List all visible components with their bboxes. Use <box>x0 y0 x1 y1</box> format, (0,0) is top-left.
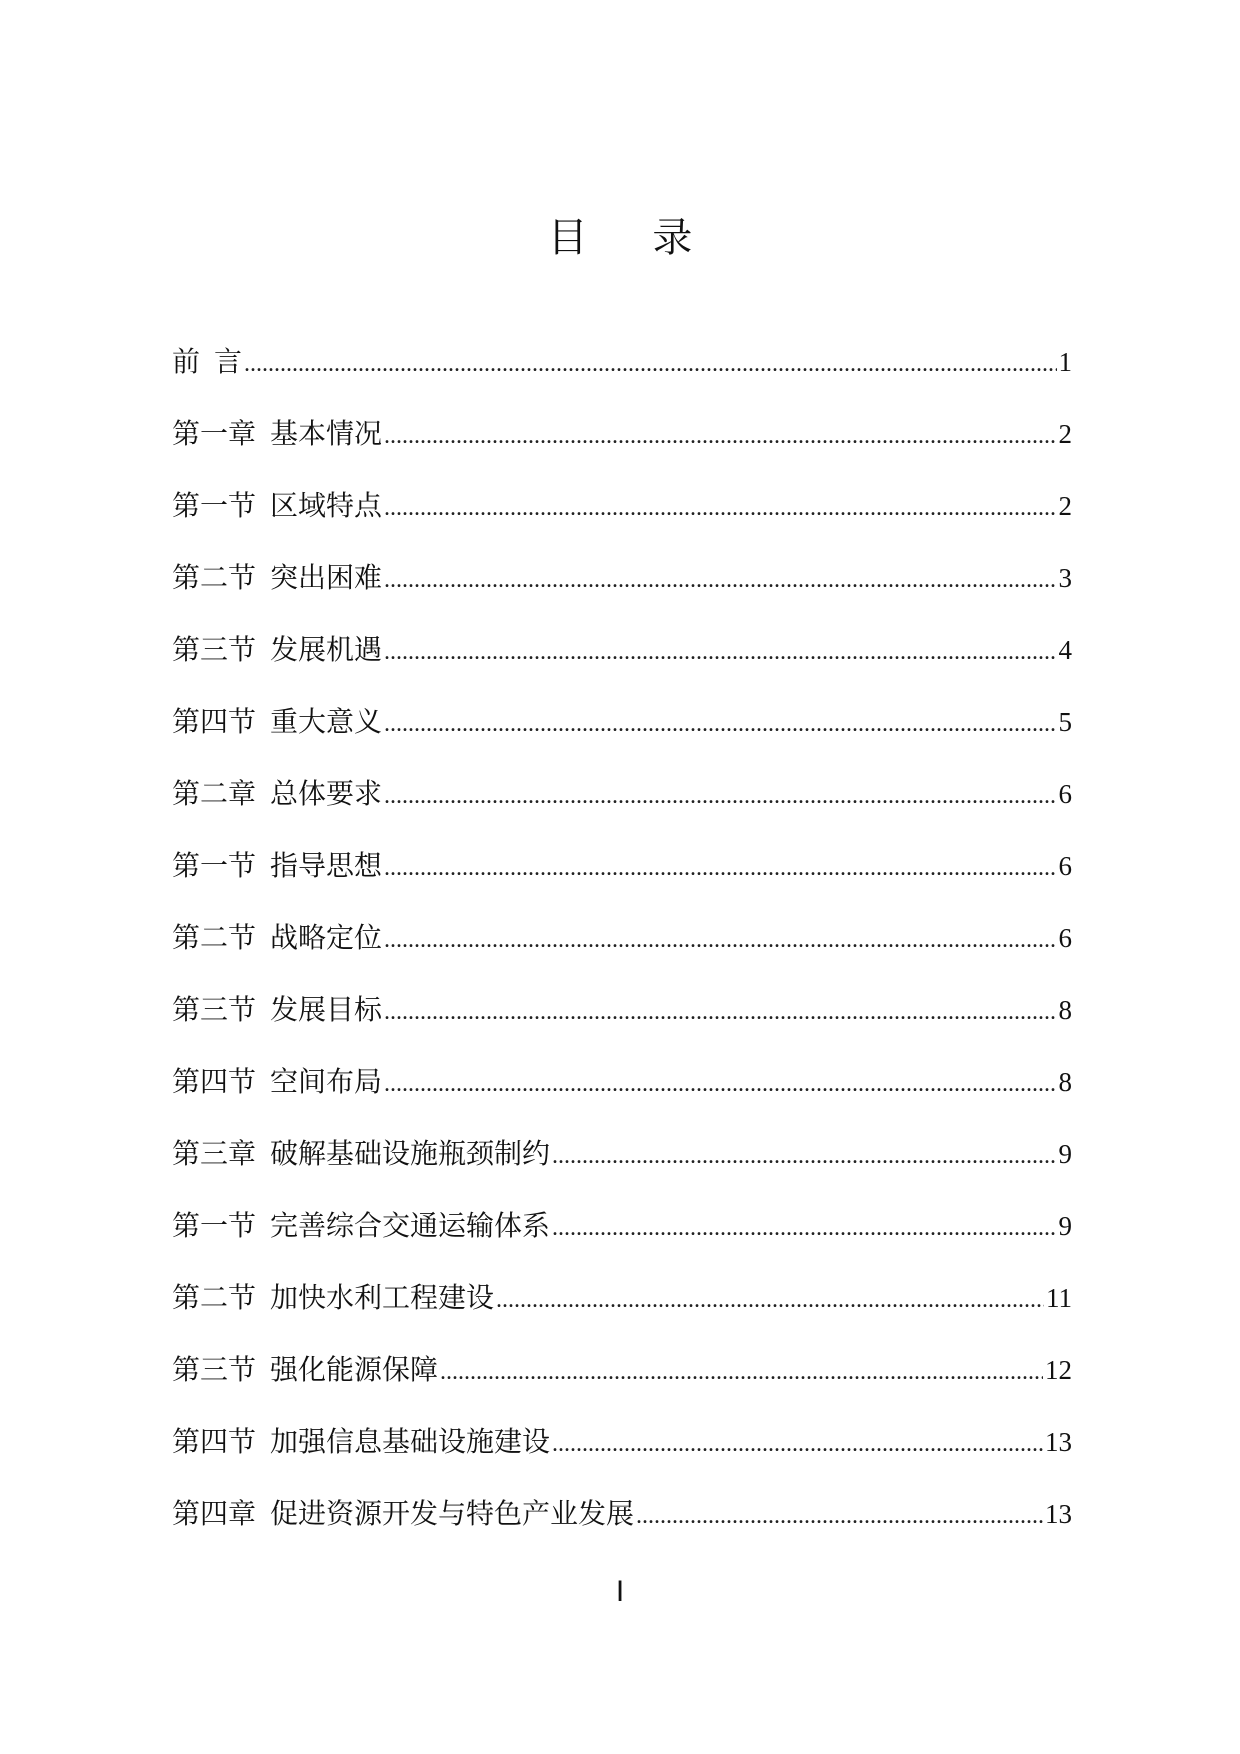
toc-entry-page-number: 4 <box>1058 635 1072 665</box>
toc-entry[interactable] <box>172 702 1072 774</box>
toc-dot-leader <box>384 1064 1056 1104</box>
toc-entry-heading: 破解基础设施瓶颈制约 <box>270 1137 551 1170</box>
toc-entry-heading: 完善综合交通运输体系 <box>270 1209 551 1242</box>
toc-entry-heading: 突出困难 <box>270 561 383 594</box>
toc-entry-heading: 发展目标 <box>270 993 383 1026</box>
toc-entry-page-number: 13 <box>1045 1499 1072 1529</box>
toc-entry-page-number: 9 <box>1058 1211 1072 1241</box>
toc-entry-prefix: 第三节 <box>172 1353 257 1386</box>
toc-entry-prefix: 第一节 <box>172 1209 257 1242</box>
toc-entry[interactable] <box>172 774 1072 846</box>
toc-entry[interactable] <box>172 1278 1072 1350</box>
toc-dot-leader <box>384 776 1056 816</box>
toc-entry-prefix: 前 <box>172 345 201 378</box>
toc-entry-label <box>172 558 382 598</box>
toc-entry-heading: 指导思想 <box>270 849 383 882</box>
toc-entry-prefix: 第一章 <box>172 417 257 450</box>
toc-entry-label <box>172 918 382 958</box>
toc-dot-leader <box>636 1496 1043 1536</box>
toc-entry-label <box>172 630 382 670</box>
page-title: 目 录 <box>547 215 719 261</box>
toc-dot-leader <box>496 1280 1044 1320</box>
toc-entry-page-number: 2 <box>1058 491 1072 521</box>
table-of-contents <box>172 342 1072 1566</box>
toc-entry[interactable] <box>172 342 1072 414</box>
toc-entry-prefix: 第一节 <box>172 489 257 522</box>
toc-dot-leader <box>552 1208 1056 1248</box>
toc-entry-label <box>172 990 382 1030</box>
toc-entry-prefix: 第二节 <box>172 1281 257 1314</box>
toc-entry[interactable] <box>172 1350 1072 1422</box>
toc-entry-page-number: 12 <box>1045 1355 1072 1385</box>
toc-entry-label <box>172 486 382 526</box>
toc-entry-prefix: 第四节 <box>172 1425 257 1458</box>
toc-dot-leader <box>552 1136 1056 1176</box>
toc-entry-prefix: 第二章 <box>172 777 257 810</box>
toc-entry-label <box>172 1422 550 1462</box>
toc-entry-page-number: 13 <box>1045 1427 1072 1457</box>
toc-entry-label <box>172 342 242 382</box>
toc-entry[interactable] <box>172 630 1072 702</box>
toc-dot-leader <box>552 1424 1043 1464</box>
toc-entry[interactable] <box>172 1062 1072 1134</box>
toc-entry[interactable] <box>172 1494 1072 1566</box>
toc-entry-heading: 言 <box>214 345 243 378</box>
toc-dot-leader <box>384 560 1056 600</box>
toc-entry-prefix: 第二节 <box>172 561 257 594</box>
toc-entry-page-number: 2 <box>1058 419 1072 449</box>
toc-entry[interactable] <box>172 990 1072 1062</box>
toc-entry[interactable] <box>172 846 1072 918</box>
toc-entry-prefix: 第三节 <box>172 633 257 666</box>
toc-entry-label <box>172 774 382 814</box>
toc-entry-heading: 加快水利工程建设 <box>270 1281 495 1314</box>
toc-entry-heading: 基本情况 <box>270 417 383 450</box>
toc-entry-prefix: 第四节 <box>172 705 257 738</box>
toc-entry-label <box>172 846 382 886</box>
toc-entry-prefix: 第四节 <box>172 1065 257 1098</box>
toc-entry-page-number: 6 <box>1058 923 1072 953</box>
toc-entry-heading: 重大意义 <box>270 705 383 738</box>
toc-dot-leader <box>384 992 1056 1032</box>
toc-entry[interactable] <box>172 918 1072 990</box>
toc-entry-label <box>172 1134 550 1174</box>
toc-entry-prefix: 第一节 <box>172 849 257 882</box>
toc-entry-heading: 总体要求 <box>270 777 383 810</box>
toc-dot-leader <box>384 920 1056 960</box>
toc-entry-prefix: 第三章 <box>172 1137 257 1170</box>
toc-entry-label <box>172 1350 438 1390</box>
toc-dot-leader <box>440 1352 1043 1392</box>
toc-entry-page-number: 8 <box>1058 995 1072 1025</box>
toc-entry-heading: 促进资源开发与特色产业发展 <box>270 1497 635 1530</box>
toc-dot-leader <box>384 848 1056 888</box>
toc-entry-heading: 区域特点 <box>270 489 383 522</box>
toc-entry-page-number: 1 <box>1058 347 1072 377</box>
toc-entry-heading: 空间布局 <box>270 1065 383 1098</box>
toc-entry-prefix: 第四章 <box>172 1497 257 1530</box>
toc-entry-heading: 发展机遇 <box>270 633 383 666</box>
toc-dot-leader <box>384 704 1056 744</box>
toc-entry-prefix: 第二节 <box>172 921 257 954</box>
toc-entry-label <box>172 1494 634 1534</box>
toc-entry-label <box>172 1062 382 1102</box>
toc-entry-page-number: 8 <box>1058 1067 1072 1097</box>
toc-dot-leader <box>384 416 1056 456</box>
toc-entry-label <box>172 1278 494 1318</box>
toc-entry[interactable] <box>172 1134 1072 1206</box>
toc-entry-prefix: 第三节 <box>172 993 257 1026</box>
toc-dot-leader <box>384 632 1056 672</box>
toc-entry-page-number: 9 <box>1058 1139 1072 1169</box>
toc-entry[interactable] <box>172 1206 1072 1278</box>
toc-entry-page-number: 6 <box>1058 779 1072 809</box>
toc-dot-leader <box>244 344 1056 384</box>
toc-entry[interactable] <box>172 558 1072 630</box>
toc-entry[interactable] <box>172 1422 1072 1494</box>
toc-entry-page-number: 6 <box>1058 851 1072 881</box>
toc-entry-label <box>172 702 382 742</box>
toc-entry-heading: 强化能源保障 <box>270 1353 439 1386</box>
page-number: I <box>615 1575 625 1608</box>
toc-entry-label <box>172 1206 550 1246</box>
toc-entry-heading: 战略定位 <box>270 921 383 954</box>
toc-entry[interactable] <box>172 486 1072 558</box>
toc-entry-page-number: 11 <box>1046 1283 1072 1313</box>
toc-entry-page-number: 5 <box>1058 707 1072 737</box>
toc-entry-page-number: 3 <box>1058 563 1072 593</box>
toc-entry[interactable] <box>172 414 1072 486</box>
toc-entry-heading: 加强信息基础设施建设 <box>270 1425 551 1458</box>
toc-entry-label <box>172 414 382 454</box>
toc-dot-leader <box>384 488 1056 528</box>
